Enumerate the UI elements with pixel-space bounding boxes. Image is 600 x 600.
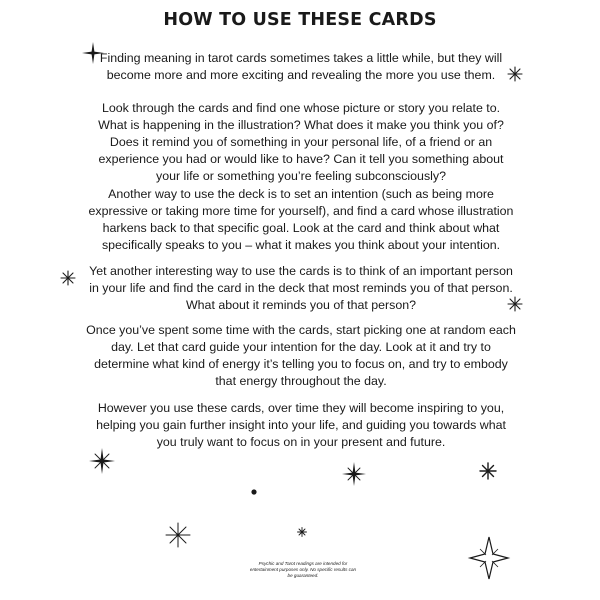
paragraph-look: Look through the cards and find one whose picture or story you relate to. What is happening in the illustration? What does it make you think you of? Does it remind you of something in your personal life, of a friend or an experience you had or would like to have? Can it tell you something about your life or something you’re feeling subconsciously? [98, 101, 504, 183]
asterisk-star-icon [60, 270, 76, 286]
paragraph-intro: Finding meaning in tarot cards sometimes takes a little while, but they will become more and more exciting and revealing the more you use them. [99, 51, 503, 82]
asterisk-star-icon [479, 462, 497, 480]
page-title: HOW TO USE THESE CARDS [163, 10, 437, 30]
asterisk-star-icon [507, 296, 523, 312]
paragraph-closing: However you use these cards, over time they will become inspiring to you, helping you gain further insight into your life, and guiding you towards what you truly want to focus on in your present and future. [96, 401, 506, 449]
disclaimer-note: Psychic and Tarot readings are intended for entertainment purposes only. No specific results can be guaranteed. [249, 561, 357, 578]
paragraph-intention: Another way to use the deck is to set an intention (such as being more expressive or taking more time for yourself), and find a card whose illustration harkens back to that specific goal. Look at the card and think about what specifically speaks to you – what it makes you think about your intention. [88, 187, 514, 252]
paragraph-random: Once you’ve spent some time with the cards, start picking one at random each day. Let that card guide your intention for the day. Look at it and try to determine what kind of energy it’s telling you to focus on, and try to embody that energy throughout the day. [86, 323, 516, 388]
asterisk-star-icon [507, 66, 523, 82]
asterisk-star-icon [297, 527, 307, 537]
sparkle-icon [82, 42, 104, 64]
dot-icon [251, 489, 257, 495]
asterisk-star-icon [165, 522, 191, 548]
compass-star-icon [469, 536, 509, 580]
sparkle-icon [342, 462, 366, 486]
sparkle-icon [89, 448, 115, 474]
paragraph-person: Yet another interesting way to use the cards is to think of an important person in your life and find the card in the deck that most reminds you of that person. What about it reminds you of that person? [89, 264, 513, 312]
